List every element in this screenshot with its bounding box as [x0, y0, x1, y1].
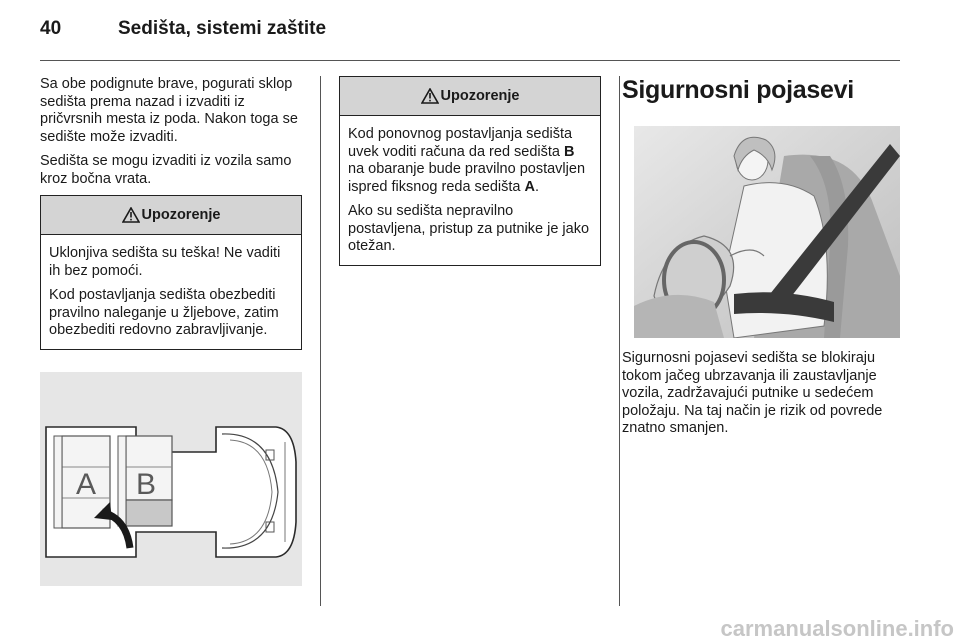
seat-label-b: B	[136, 468, 157, 501]
body-paragraph: Sa obe podignute brave, pogurati sklop sedišta prema nazad i izvaditi iz pričvrsnih mesta iz poda. Nakon toga se sedište može izvaditi.	[40, 76, 298, 145]
page-number: 40	[40, 18, 62, 39]
column-divider-1	[320, 76, 321, 606]
warning-body	[340, 116, 600, 265]
body-paragraph: Sedišta se mogu izvaditi iz vozila samo kroz bočna vrata.	[40, 153, 292, 187]
column-3	[622, 76, 900, 436]
text-span: na obaranje bude pravilno postavljen ispred fiksnog reda sedišta	[348, 161, 586, 195]
seat-row-b-ref: B	[564, 143, 575, 160]
seat-row-a-ref: A	[524, 178, 535, 195]
warning-header	[41, 196, 301, 235]
warning-triangle-icon	[122, 207, 140, 223]
warning-title: Upozorenje	[440, 88, 520, 104]
text-span: .	[535, 178, 540, 195]
column-1	[40, 76, 302, 350]
warning-header	[340, 77, 600, 116]
seat-layout-drawing	[40, 372, 302, 586]
warning-paragraph: Uklonjiva sedišta su teška! Ne vaditi ih bez pomoći.	[49, 245, 281, 279]
text-span: Kod ponovnog postavljanja sedišta uvek voditi računa da red sedišta	[348, 126, 573, 160]
page-title: Sedišta, sistemi zaštite	[118, 18, 327, 39]
section-body	[622, 350, 900, 445]
seatbelt-illustration	[634, 126, 900, 338]
seat-label-a: A	[76, 468, 97, 501]
warning-paragraph	[348, 126, 592, 196]
warning-box	[40, 195, 302, 350]
warning-body	[41, 235, 301, 349]
warning-paragraph: Kod postavljanja sedišta obezbediti pravilno naleganje u žljebove, zatim obezbediti redovno zabravljivanje.	[49, 287, 279, 338]
seat-layout-figure	[40, 372, 302, 586]
warning-paragraph: Ako su sedišta nepravilno postavljena, pristup za putnike je jako otežan.	[348, 203, 590, 254]
seatbelt-photo	[634, 126, 900, 338]
warning-box	[339, 76, 601, 266]
body-paragraph: Sigurnosni pojasevi sedišta se blokiraju tokom jačeg ubrzavanja ili zaustavljanje vozila, zadržavajući putnike u sedećem položaju. Na taj način je rizik od povrede znatno smanjen.	[622, 350, 883, 436]
warning-title: Upozorenje	[141, 207, 221, 223]
column-2	[339, 76, 601, 266]
watermark: carmanualsonline.info	[720, 616, 954, 641]
column-divider-2	[619, 76, 620, 606]
header-divider	[40, 60, 900, 61]
section-heading: Sigurnosni pojasevi	[622, 76, 854, 104]
warning-triangle-icon	[421, 88, 439, 104]
